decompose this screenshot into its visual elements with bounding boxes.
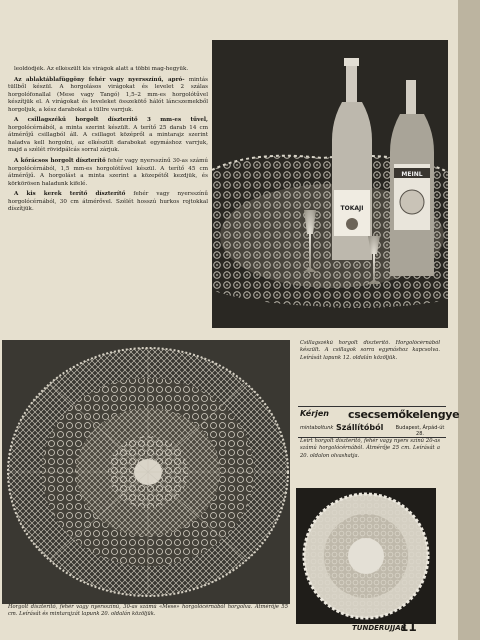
ad-sub: mintaboltunk (300, 425, 334, 431)
ad-kerjen: Kérjen (300, 409, 329, 418)
photo-large-doily (2, 340, 290, 604)
photo-small-doily (296, 488, 436, 624)
article-paragraph-3: A kőrácsos horgolt díszterítő fehér vagy nyersszínű 30-as számú horgolócérnából, 1,5 mm-es horgolótűvel készül. A terítő 45 cm átmérőjű. A horgolást a minta szerint a közepétől kezdjük, és körkörösen haladunk kifelé. (8, 158, 208, 187)
small-doily-illustration (296, 488, 436, 624)
caption-right-mid: Leírt horgolt díszterítő, fehér vagy nyers színű 20-as számú horgolócérnából. Átmérője 25 cm. Leírását a 20. oldalon olvashatja. (300, 438, 440, 459)
ad-brand: csecsemőkelengye (348, 408, 460, 421)
article-intro: leoldódjék. Az elkészült kis virágok alatt a többi mag-hegyük. (14, 66, 189, 72)
article-text-column (8, 66, 208, 342)
page-number: 11 (400, 620, 417, 634)
advertisement-box (298, 406, 460, 438)
bottle-label-1: TOKAJI (340, 205, 364, 212)
article-paragraph-4: A kis kerek terítő díszterítő fehér vagy nyersszínű horgolócérnából, 30 cm átmérővel. Szélét hosszú hurkos rojtokkal díszítjük. (8, 191, 208, 213)
bottles-doily-illustration (212, 40, 448, 328)
ad-address: Budapest, Árpád-út 28. (395, 425, 445, 437)
large-doily-illustration (2, 340, 290, 604)
ad-shop: Szállítóból (336, 423, 384, 432)
page-edge-shadow (458, 0, 480, 640)
photo-bottles-doily (212, 40, 448, 328)
article-paragraph-1: Az ablaktáblafüggöny fehér vagy nyersszínű, apró- mintás tüllből készül. A horgolásos virágokat és levelet 2 szálas horgolófonallal (Mese vagy Tangó) 1,5–2 mm-es horgolótűvel készítjük el. A virágokat és leveleket összekötő hálót láncszemekből horgoljuk, a kész darabokat a tüllre varrjuk. (8, 76, 208, 113)
magazine-name: TÜNDÉRUJJAK (352, 624, 407, 632)
caption-bottom-left: Horgolt díszterítő, fehér vagy nyersszínű, 30-as számú «Mese» horgolócérnából horgolva. Átmérője 55 cm. Leírását és mintarajzát lapunk 20. oldalán közöljük. (8, 604, 288, 618)
bottle-label-2: MEINL (401, 171, 423, 178)
article-paragraph-2: A csillagszékű horgolt díszterítő 3 mm-es tűvel, horgolócérnából, a minta szerint készült. A terítő 25 darab 14 cm átmérőjű csillagból áll. A csillagot középről a mintarajz szerint haladva kell horgolni, az elkészült darabokat egymáshoz varrjuk, majd a szélét rövidpálcás sorral zárjuk. (8, 117, 208, 154)
caption-top-right: Csillagszékű horgolt díszterítő. Horgolócérnából készült. A csillagok sorra egymáshoz kapcsolva. Leírását lapunk 12. oldalán közöljük. (300, 340, 440, 361)
